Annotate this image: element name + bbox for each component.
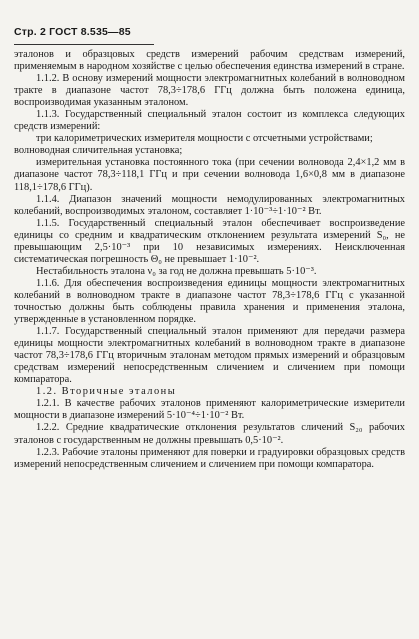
paragraph-1-2-3: 1.2.3. Рабочие эталоны применяют для поверки и градуировки образцовых средств измерений непосредственным сличением и сличением при помощи компаратора. (14, 446, 405, 470)
section-heading-1-2: 1.2. Вторичные эталоны (36, 386, 177, 398)
list-item-comparison-setup: волноводная сличительная установка; (14, 145, 183, 157)
paragraph-1-2-1: 1.2.1. В качестве рабочих эталонов применяют калориметрические измерители мощности в диапазоне измерений 5·10⁻⁴÷1·10⁻² Вт. (14, 398, 405, 422)
paragraph-continuation: эталонов и образцовых средств измерений рабочим средствам измерений, применяемым в народном хозяйстве с целью обеспечения единства измерений в стране. (14, 49, 405, 73)
list-item-calorimeters: три калориметрических измерителя мощности с отсчетными устройствами; (36, 133, 373, 145)
document-body (14, 49, 405, 471)
paragraph-1-2-2: 1.2.2. Средние квадратические отклонения результатов сличений S₂₀ рабочих эталонов с государственным не должны превышать 0,5·10⁻². (14, 422, 405, 446)
paragraph-instability: Нестабильность эталона ν₀ за год не должна превышать 5·10⁻³. (36, 265, 317, 277)
page-header: Стр. 2 ГОСТ 8.535—85 (14, 26, 131, 38)
paragraph-1-1-7: 1.1.7. Государственный специальный эталон применяют для передачи размера единицы мощности электромагнитных колебаний в волноводном тракте в диапазоне частот 78,3÷178,6 ГГц вторичным эталонам методом прямых измерений и образцовым средствам измерений непосредственным сличением и сличением при помощи компаратора. (14, 326, 405, 386)
list-item-dc-setup: измерительная установка постоянного тока (при сечении волновода 2,4×1,2 мм в диапазоне частот 78,3÷118,1 ГГц и при сечении волновода 1,6×0,8 мм в диапазоне 118,1÷178,6 ГГц). (14, 157, 405, 193)
paragraph-1-1-2: 1.1.2. В основу измерений мощности электромагнитных колебаний в волноводном тракте в диапазоне частот 78,3÷178,6 ГГц должна быть положена единица, воспроизводимая указанным эталоном. (14, 73, 405, 109)
paragraph-1-1-3: 1.1.3. Государственный специальный эталон состоит из комплекса следующих средств измерений: (14, 109, 405, 133)
paragraph-1-1-5: 1.1.5. Государственный специальный эталон обеспечивает воспроизведение единицы со средним и квадратическим отклонением результата измерений S₀, не превышающим 2,5·10⁻³ при 10 независимых измерениях. Неисключенная систематическая погрешность Θ₀ не превышает 1·10⁻². (14, 217, 405, 265)
header-rule (14, 44, 154, 45)
paragraph-1-1-4: 1.1.4. Диапазон значений мощности немодулированных электромагнитных колебаний, воспроизводимых эталоном, составляет 1·10⁻³÷1·10⁻² Вт. (14, 193, 405, 217)
paragraph-1-1-6: 1.1.6. Для обеспечения воспроизведения единицы мощности электромагнитных колебаний в волноводном тракте в диапазоне частот 78,3÷178,6 ГГц с указанной точностью должны быть соблюдены правила хранения и применения эталона, утвержденные в установленном порядке. (14, 277, 405, 326)
